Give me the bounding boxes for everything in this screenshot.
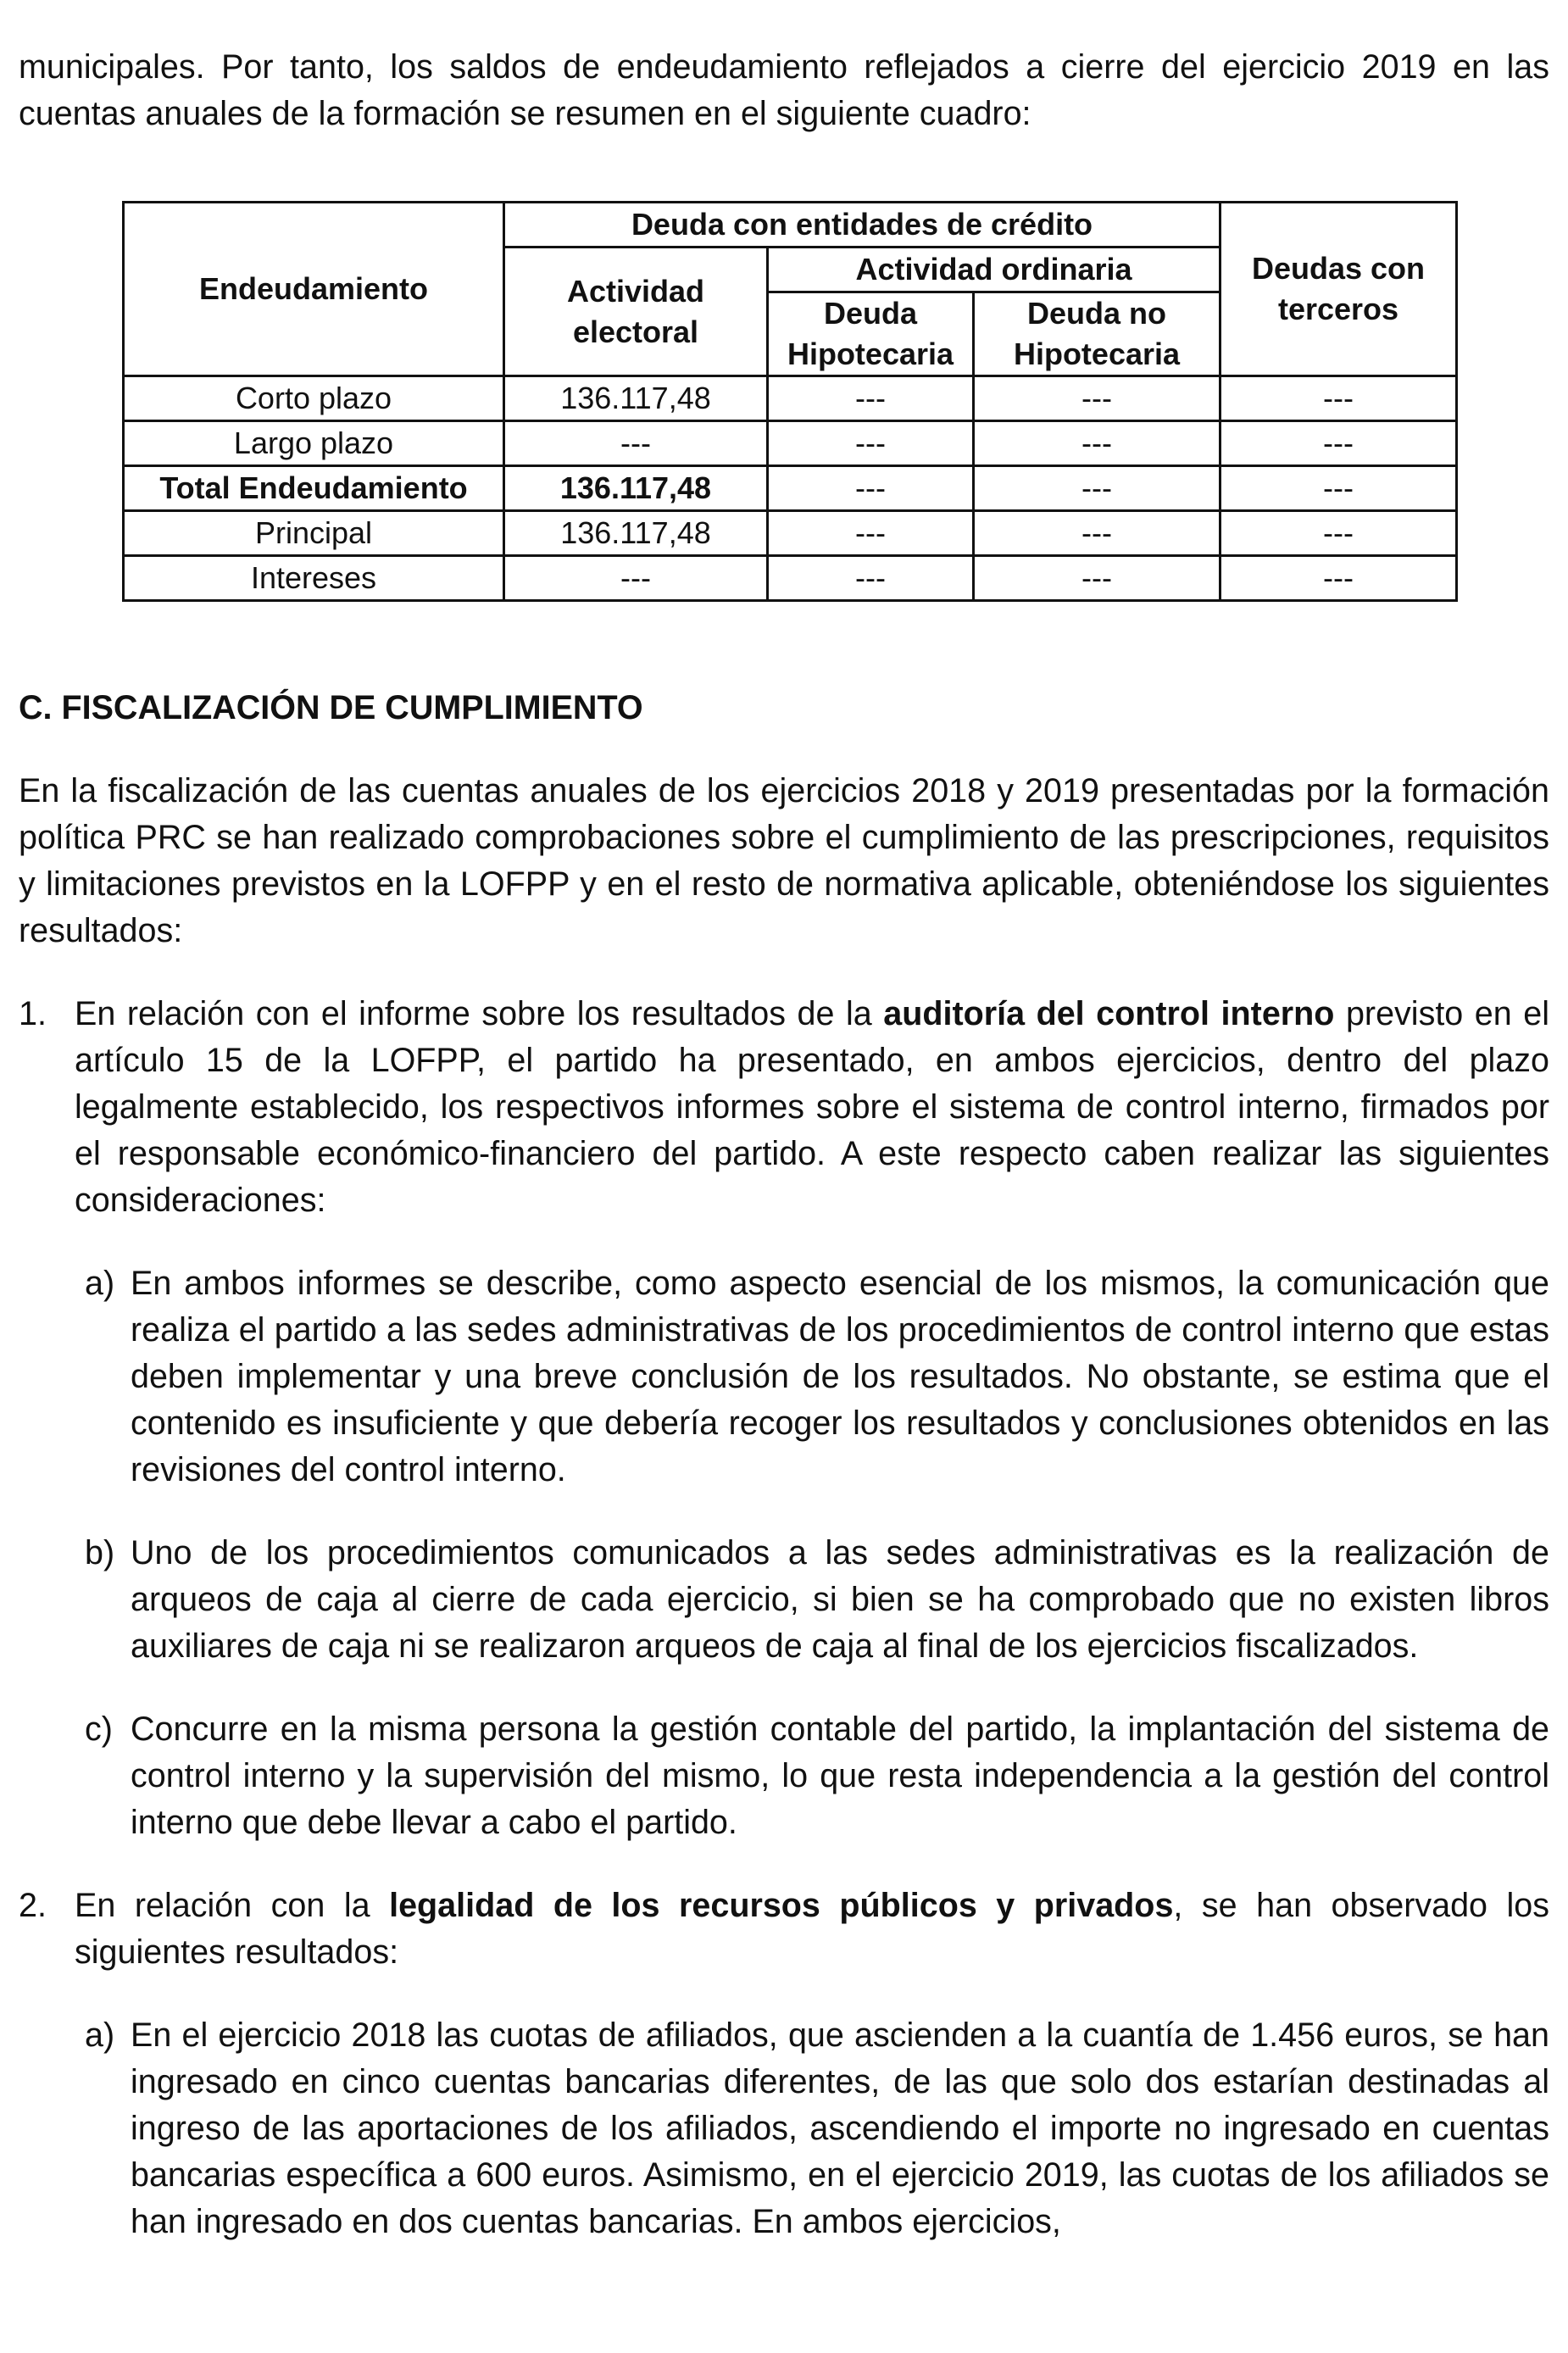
intro-paragraph: municipales. Por tanto, los saldos de endeudamiento reflejados a cierre del ejercicio 2019 en las cuentas anuales de la formación se resumen en el siguiente cuadro: bbox=[19, 48, 1549, 132]
item-text-bold: legalidad de los recursos públicos y privados bbox=[389, 1887, 1174, 1924]
header-actividad-electoral: Actividad electoral bbox=[504, 248, 768, 376]
item-text-post: , se han observado los siguientes resultados: bbox=[75, 1887, 1550, 1971]
cell-hipotecaria: --- bbox=[768, 421, 974, 466]
cell-electoral: 136.117,48 bbox=[504, 466, 768, 511]
table-row bbox=[124, 421, 1457, 466]
sub-item-1a bbox=[19, 1260, 1549, 1494]
item-text bbox=[75, 1883, 1549, 1976]
debt-table bbox=[122, 201, 1458, 602]
header-deuda-no-hipotecaria: Deuda no Hipotecaria bbox=[974, 292, 1220, 376]
sub-item-text: Uno de los procedimientos comunicados a las sedes administrativas es la realización de arqueos de caja al cierre de cada ejercicio, si bien se ha comprobado que no existen libros auxiliares de caja ni se realizaron arqueos de caja al final de los ejercicios fiscalizados. bbox=[131, 1534, 1549, 1665]
cell-no-hipotecaria: --- bbox=[974, 466, 1220, 511]
header-deuda-entidades: Deuda con entidades de crédito bbox=[504, 203, 1220, 248]
cell-hipotecaria: --- bbox=[768, 466, 974, 511]
cell-terceros: --- bbox=[1220, 511, 1457, 556]
row-label: Principal bbox=[124, 511, 504, 556]
item-text-bold: auditoría del control interno bbox=[883, 995, 1335, 1032]
item-text bbox=[75, 991, 1549, 1224]
cell-no-hipotecaria: --- bbox=[974, 376, 1220, 421]
cell-electoral: --- bbox=[504, 421, 768, 466]
numbered-item-1 bbox=[19, 991, 1549, 1224]
item-marker: 2. bbox=[19, 1887, 47, 1924]
numbered-item-2 bbox=[19, 1883, 1549, 1976]
sub-item-text: En el ejercicio 2018 las cuotas de afiliados, que ascienden a la cuantía de 1.456 euros, se han ingresado en cinco cuentas bancarias diferentes, de las que solo dos estarían destinadas al ingreso de las aportaciones de los afiliados, ascendiendo el importe no ingresado en cuentas bancarias específica a 600 euros. Asimismo, en el ejercicio 2019, las cuotas de los afiliados se han ingresado en dos cuentas bancarias. En ambos ejercicios, bbox=[131, 2016, 1549, 2240]
section-title: C. FISCALIZACIÓN DE CUMPLIMIENTO bbox=[19, 689, 643, 726]
cell-terceros: --- bbox=[1220, 421, 1457, 466]
sub-item-1b bbox=[19, 1530, 1549, 1670]
row-label: Corto plazo bbox=[124, 376, 504, 421]
cell-no-hipotecaria: --- bbox=[974, 556, 1220, 601]
row-label: Total Endeudamiento bbox=[124, 466, 504, 511]
cell-hipotecaria: --- bbox=[768, 511, 974, 556]
table-row bbox=[124, 376, 1457, 421]
cell-no-hipotecaria: --- bbox=[974, 511, 1220, 556]
row-label: Largo plazo bbox=[124, 421, 504, 466]
document-page bbox=[19, 44, 1549, 2245]
cell-hipotecaria: --- bbox=[768, 376, 974, 421]
item-marker: 1. bbox=[19, 995, 47, 1032]
cell-no-hipotecaria: --- bbox=[974, 421, 1220, 466]
row-label: Intereses bbox=[124, 556, 504, 601]
header-actividad-ordinaria: Actividad ordinaria bbox=[768, 248, 1220, 292]
sub-item-text: En ambos informes se describe, como aspecto esencial de los mismos, la comunicación que realiza el partido a las sedes administrativas de los procedimientos de control interno que estas deben implementar y una breve conclusión de los resultados. No obstante, se estima que el contenido es insuficiente y que debería recoger los resultados y conclusiones obtenidos en las revisiones del control interno. bbox=[131, 1265, 1549, 1488]
header-deudas-terceros: Deudas con terceros bbox=[1220, 203, 1457, 376]
sub-item-marker: b) bbox=[85, 1534, 115, 1571]
header-endeudamiento: Endeudamiento bbox=[124, 203, 504, 376]
cell-terceros: --- bbox=[1220, 376, 1457, 421]
table-row bbox=[124, 511, 1457, 556]
sub-item-marker: a) bbox=[85, 2016, 115, 2054]
item-text-pre: En relación con el informe sobre los resultados de la bbox=[75, 995, 884, 1032]
table-header-row bbox=[124, 203, 1457, 248]
cell-electoral: 136.117,48 bbox=[504, 511, 768, 556]
cell-electoral: --- bbox=[504, 556, 768, 601]
sub-item-marker: a) bbox=[85, 1265, 115, 1302]
cell-terceros: --- bbox=[1220, 556, 1457, 601]
cell-hipotecaria: --- bbox=[768, 556, 974, 601]
table-row-total bbox=[124, 466, 1457, 511]
paragraph: En la fiscalización de las cuentas anuales de los ejercicios 2018 y 2019 presentadas por la formación política PRC se han realizado comprobaciones sobre el cumplimiento de las prescripciones, requisitos y limitaciones previstos en la LOFPP y en el resto de normativa aplicable, obteniéndose los siguientes resultados: bbox=[19, 772, 1549, 949]
item-text-post: previsto en el artículo 15 de la LOFPP, el partido ha presentado, en ambos ejercicios, dentro del plazo legalmente establecido, los respectivos informes sobre el sistema de control interno, firmados por el responsable económico-financiero del partido. A este respecto caben realizar las siguientes consideraciones: bbox=[75, 995, 1549, 1219]
debt-table-wrapper bbox=[122, 201, 1549, 602]
table-row bbox=[124, 556, 1457, 601]
cell-electoral: 136.117,48 bbox=[504, 376, 768, 421]
header-deuda-hipotecaria: Deuda Hipotecaria bbox=[768, 292, 974, 376]
item-text-pre: En relación con la bbox=[75, 1887, 390, 1924]
sub-item-text: Concurre en la misma persona la gestión contable del partido, la implantación del sistema de control interno y la supervisión del mismo, lo que resta independencia a la gestión del control interno que debe llevar a cabo el partido. bbox=[131, 1711, 1549, 1841]
sub-item-1c bbox=[19, 1706, 1549, 1846]
sub-item-2a bbox=[19, 2012, 1549, 2245]
sub-item-marker: c) bbox=[85, 1711, 113, 1748]
cell-terceros: --- bbox=[1220, 466, 1457, 511]
